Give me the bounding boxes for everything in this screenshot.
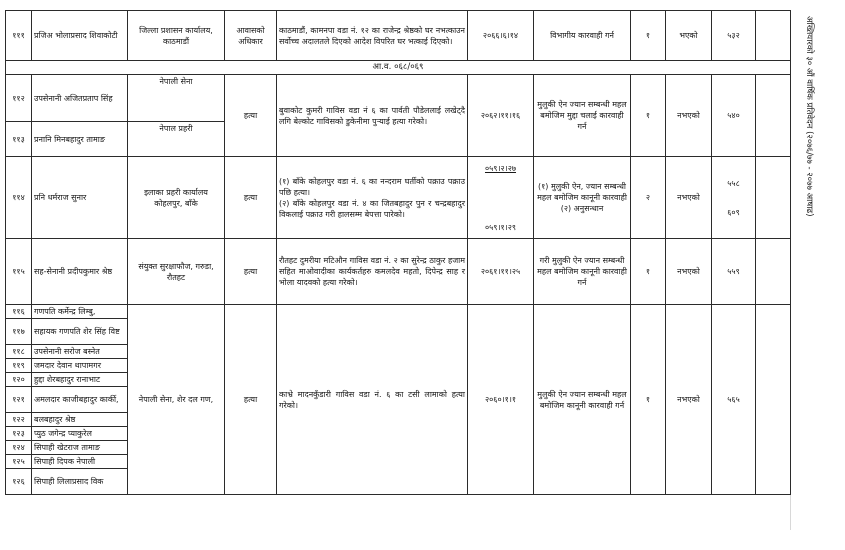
victim-count: २ [631,157,666,239]
serial-number: ११२ [6,75,32,122]
case-description: काभ्रे मादनकुँडारी गाविस वडा नं. ६ का टसी लामाको हत्या गरेको। [277,305,468,495]
charge: हत्या [225,239,277,305]
incident-date: २०६२।११।१६ [468,75,534,157]
respondent-name: प्रजिअ भोलाप्रसाद शिवाकोटी [32,11,128,61]
respondent-name: प्रनानि मिनबहादुर तामाङ [32,122,128,157]
recommendation: मुलुकी ऐन ज्यान सम्बन्धी महल बमोजिम कानूनी कारवाही गर्न [534,305,631,495]
table-row [6,75,791,122]
serial-number: १२३ [6,427,32,441]
decision-number [712,157,756,239]
respondent-name: बलबहादुर श्रेष्ठ [32,413,128,427]
fiscal-year-row [6,61,791,75]
recommendation: मुलुकी ऐन ज्यान सम्बन्धी महल बमोजिम मुद्दा चलाई कारवाही गर्न [534,75,631,157]
decision-number-1: ५५८ [727,178,740,188]
blank-cell [756,239,791,305]
incident-date-1: ०५९।२।२७ [484,163,517,173]
incident-date-2: ०५९।१।२९ [484,222,517,232]
case-description: काठमाडौं, कामनपा वडा नं. १२ का राजेन्द्र श्रेष्ठको घर नभत्काउन सर्वोच्च अदालतले दिएको आदेश विपरित घर भत्काई दिएको। [277,11,468,61]
recommendation: विभागीय कारवाही गर्न [534,11,631,61]
respondent-name: जमदार देवान थापामगर [32,359,128,373]
respondent-name: अमलदार काजीबहादुर कार्की, [32,387,128,413]
respondent-office: नेपाली सेना, शेर दल गण, [128,305,225,495]
respondent-name: प्रनि धर्मराज सुनार [32,157,128,239]
margin-note-text: अख्तियारको ३० औं वार्षिक प्रतिवेदन (२०७६/७७ - २०७७ आषाढ) [804,16,814,217]
serial-number: १२१ [6,387,32,413]
respondent-office: संयुक्त सुरक्षाफौज, गरुडा, रौतहट [128,239,225,305]
respondent-name: उपसेनानी सरोज बस्नेत [32,345,128,359]
implementation-status: नभएको [666,239,712,305]
charge: आवासको अधिकार [225,11,277,61]
case-description: बुवाकोट कुमरी गाविस वडा नं ६ का पार्वती पौडेललाई लखेट्दै लगि बेल्कोट गाविसको डुकेनीमा पुर्‍याई हत्या गरेको। [277,75,468,157]
serial-number: ११५ [6,239,32,305]
case-description [277,157,468,239]
table-row [6,157,791,239]
serial-number: १२० [6,373,32,387]
respondent-office: नेपाली सेना [128,75,225,122]
table-row [6,11,791,61]
blank-cell [756,75,791,157]
incident-date: २०६६।६।१४ [468,11,534,61]
decision-number: ५५९ [712,239,756,305]
respondent-name: उपसेनानी अजितप्रताप सिंह [32,75,128,122]
case-description-item-1: (१) बाँके कोहलपुर वडा नं. ६ का नन्दराम घर्तीको पक्राउ पक्राउ पछि हत्या। [279,176,465,197]
case-description-item-2: (२) बाँके कोहलपुर वडा नं. ४ का जितबहादुर पुन र चन्द्रबहादुर विकलाई पक्राउ गरी हालसम्म बेपत्ता पारेको। [279,198,465,219]
case-description: रौतहट दुमरीया मटिऔन गाविस वडा नं. २ का सुरेन्द्र ठाकुर हजाम सहित माओवादीका कार्यकर्तहरु कमलदेव महतो, दिपेन्द्र साह र भोला यादवको हत्या गरेको। [277,239,468,305]
incident-date: २०६०।१।१ [468,305,534,495]
victim-count: १ [631,305,666,495]
respondent-name: सिपाही खेटराज तामाङ [32,441,128,455]
charge: हत्या [225,157,277,239]
blank-cell [756,11,791,61]
incident-date: २०६१।११।२५ [468,239,534,305]
serial-number: १२२ [6,413,32,427]
decision-number: ५३२ [712,11,756,61]
implementation-status: नभएको [666,157,712,239]
respondent-office: नेपाल प्रहरी [128,122,225,157]
charge: हत्या [225,75,277,157]
respondent-office: इलाका प्रहरी कार्यालय कोहलपुर, बाँके [128,157,225,239]
serial-number: ११७ [6,319,32,345]
decision-number: ५४० [712,75,756,157]
cases-table [5,10,791,495]
implementation-status: भएको [666,11,712,61]
serial-number: १२४ [6,441,32,455]
serial-number: ११८ [6,345,32,359]
respondent-name: गणपति कर्मेन्द्र लिम्बु, [32,305,128,319]
serial-number: ११९ [6,359,32,373]
recommendation: गरी मुलुकी ऐन ज्यान सम्बन्धी महल बमोजिम कानूनी कारवाही गर्न [534,239,631,305]
table-row [6,305,791,319]
respondent-name: सहायक गणपति शेर सिंह विष्ट [32,319,128,345]
margin-note [796,12,840,232]
fiscal-year-label: आ.व. ०६८/०६९ [6,61,791,75]
recommendation: (१) मुलुकी ऐन, ज्यान सम्बन्धी महल बमोजिम कानूनी कारवाही (२) अनुसन्धान [534,157,631,239]
serial-number: ११४ [6,157,32,239]
implementation-status: नभएको [666,305,712,495]
charge: हत्या [225,305,277,495]
incident-date [468,157,534,239]
decision-number-2: ६०९ [727,207,740,217]
implementation-status: नभएको [666,75,712,157]
respondent-name: प्युठ जगेन्द्र प्याकुरेल [32,427,128,441]
respondent-office: जिल्ला प्रशासन कार्यालय, काठमाडौं [128,11,225,61]
victim-count: १ [631,75,666,157]
blank-cell [756,157,791,239]
serial-number: १११ [6,11,32,61]
respondent-name: हुद्दा शेरबहादुर रानाभाट [32,373,128,387]
table-row [6,239,791,305]
respondent-name: सिपाही दिपक नेपाली [32,455,128,469]
victim-count: १ [631,239,666,305]
decision-number: ५६५ [712,305,756,495]
serial-number: ११६ [6,305,32,319]
serial-number: ११३ [6,122,32,157]
serial-number: १२५ [6,455,32,469]
respondent-name: सिपाही लिलाप्रसाद विक [32,469,128,495]
blank-cell [756,305,791,495]
victim-count: १ [631,11,666,61]
serial-number: १२६ [6,469,32,495]
respondent-name: सह-सेनानी प्रदीपकुमार श्रेष्ठ [32,239,128,305]
